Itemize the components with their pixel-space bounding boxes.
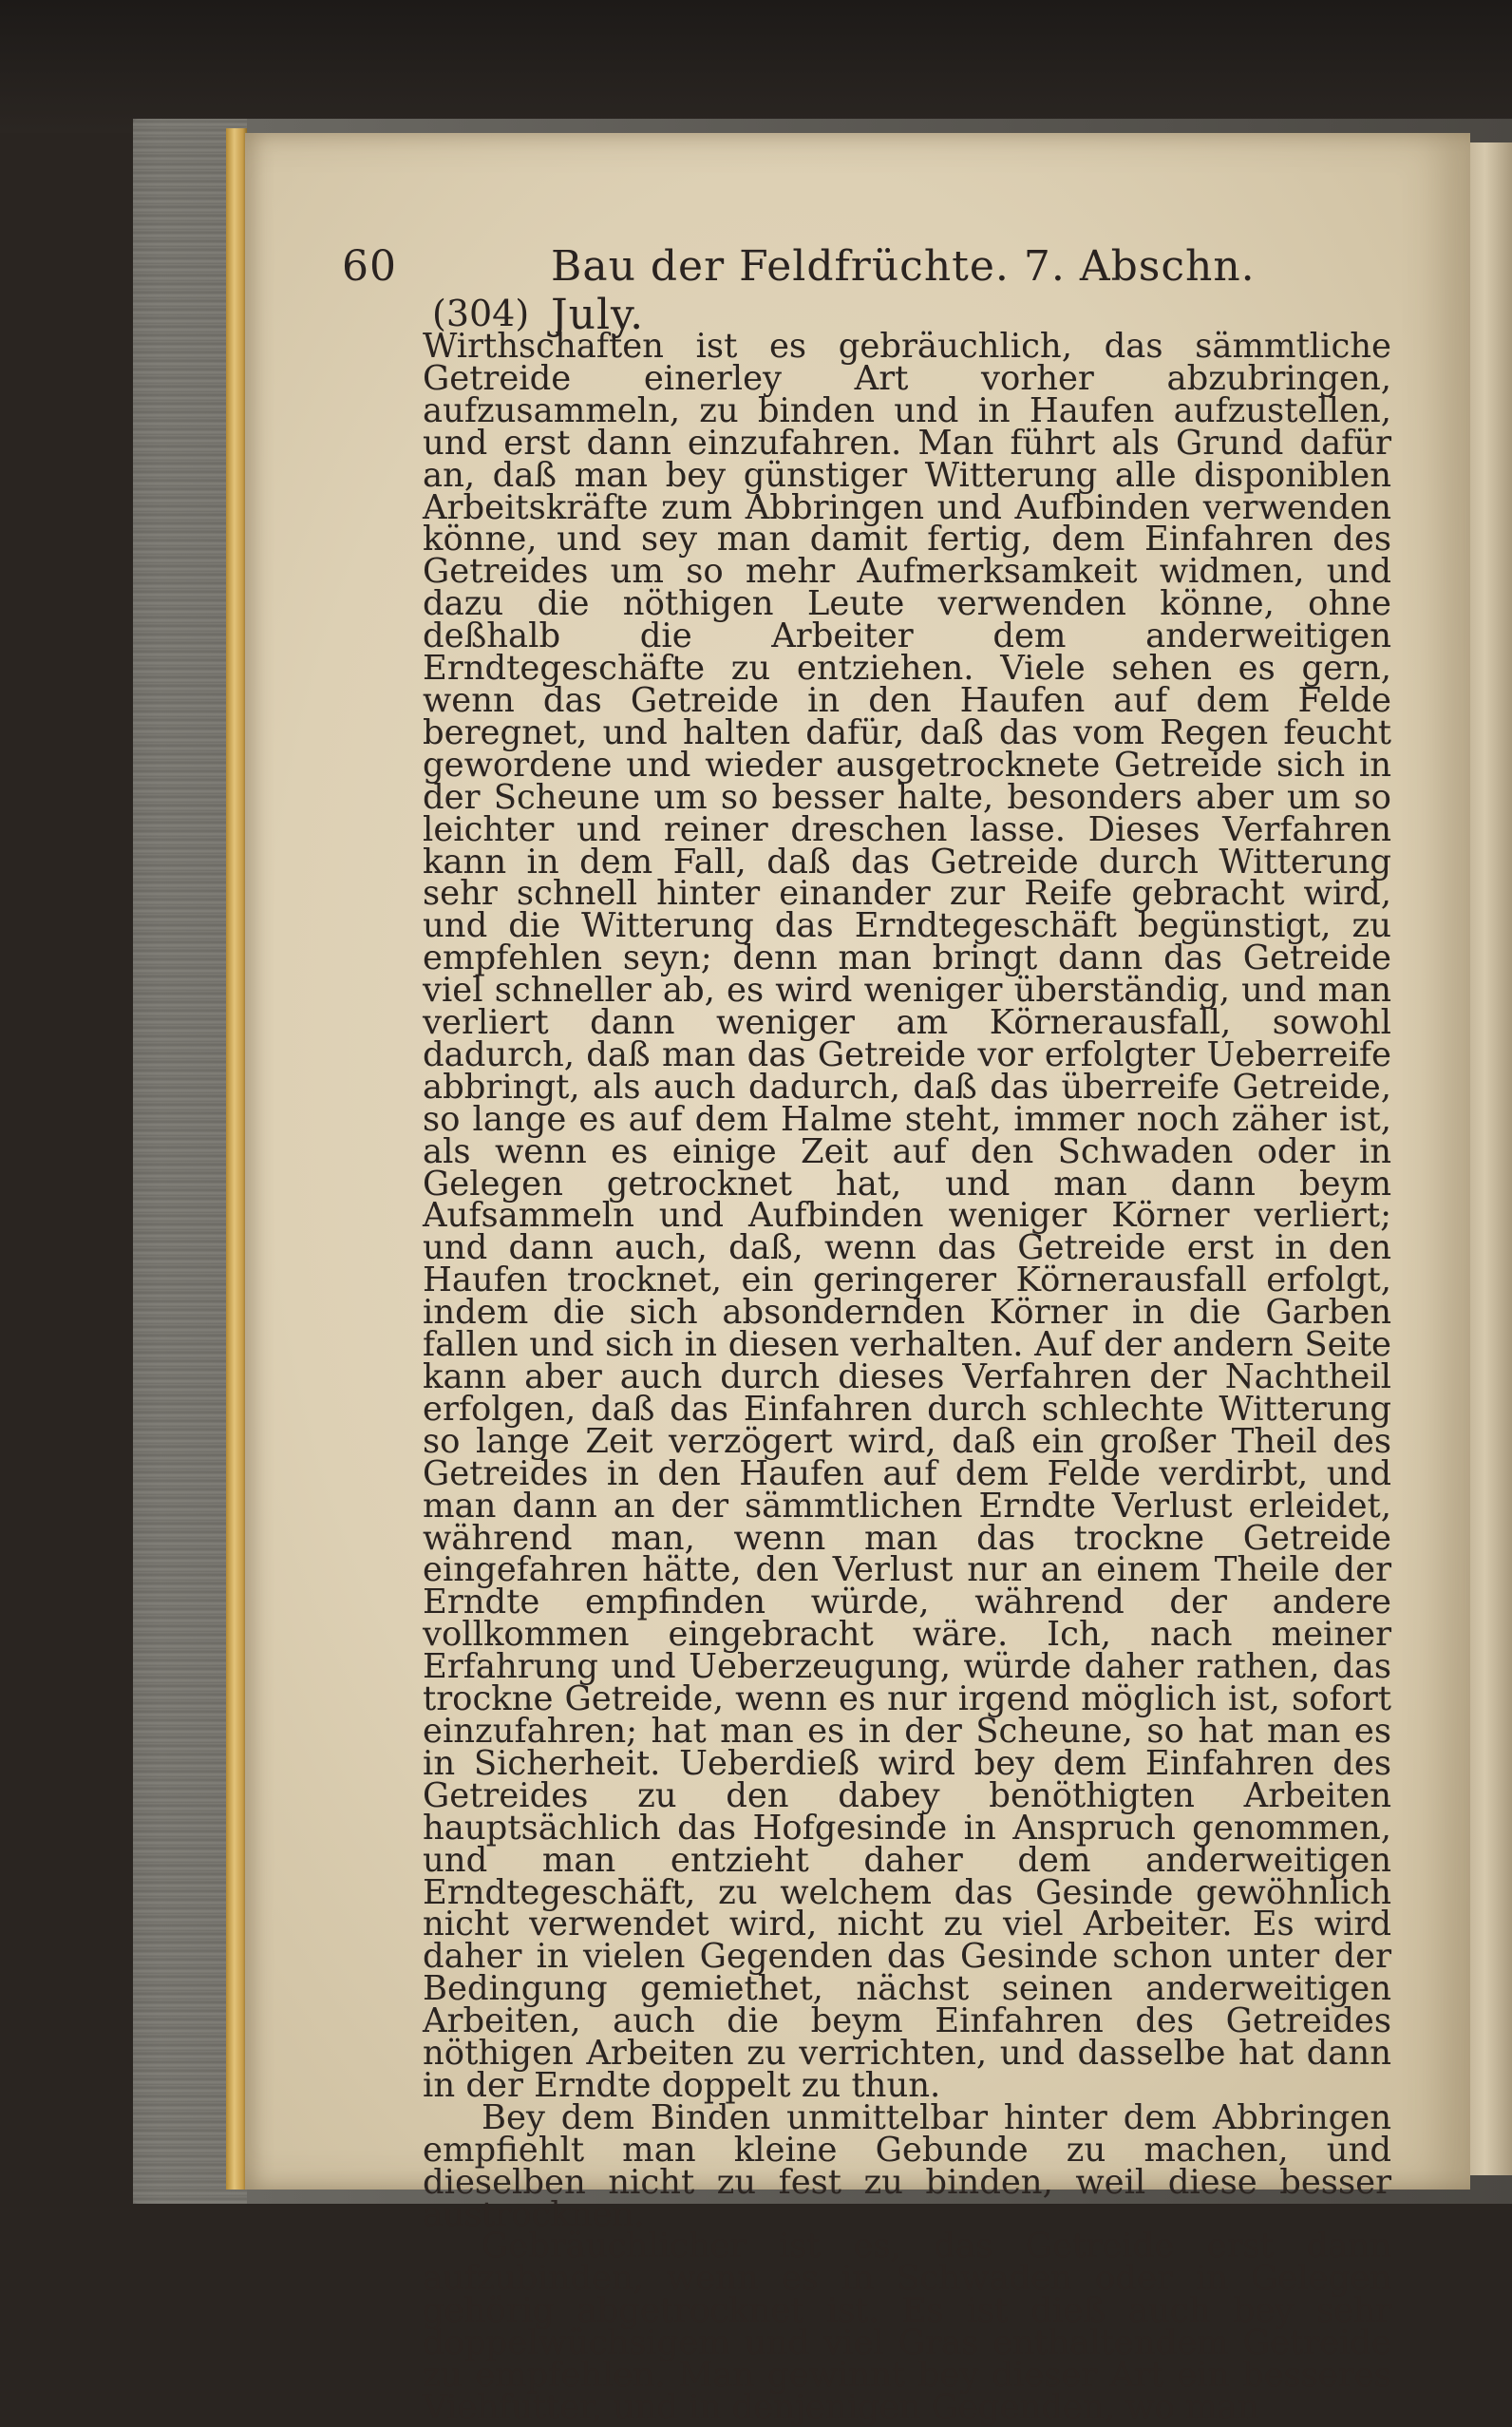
paragraph: Gebräuchlicher ist es, das Getreide erst dann aufzubinden, wenn es in Schwaden oder in Gelegen gehörig abgetrocknet ist. Es ist dieß auch bey sehr doppelwüchsigem und viel Gras enthaltendem Getreide zu empfehlen. Man gewinnt bey dieser Art ein besseres Viehfutter, und in denjenigen Gegenden, wo man <box>423 2227 1391 2427</box>
section-number: (304) <box>432 293 530 334</box>
paragraph: Wirthschaften ist es gebräuchlich, das sämmtliche Getreide einerley Art vorher abzubringen, aufzusammeln, zu binden und in Haufen aufzustellen, und erst dann einzufahren. Man führt als Grund dafür an, daß man bey günstiger Witterung alle disponiblen Arbeitskräfte zum Abbringen und Aufbinden verwenden könne, und sey man damit fertig, dem Einfahren des Getreides um so mehr Aufmerksamkeit widmen, und dazu die nöthigen Leute verwenden könne, ohne deßhalb die Arbeiter dem anderweitigen Erndtegeschäfte zu entziehen. Viele sehen es gern, wenn das Getreide in den Haufen auf dem Felde beregnet, und halten dafür, daß das vom Regen feucht gewordene und wieder ausgetrocknete Getreide sich in der Scheune um so besser halte, besonders aber um so leichter und reiner dreschen lasse. Dieses Verfahren kann in dem Fall, daß das Getreide durch Witterung sehr schnell hinter einander zur Reife gebracht wird, und die Witterung das Erndtegeschäft begünstigt, zu empfehlen seyn; denn man bringt dann das Getreide viel schneller ab, es wird weniger überständig, und man verliert dann weniger am Körnerausfall, sowohl dadurch, daß man das Getreide vor erfolgter Ueberreife abbringt, als auch dadurch, daß das überreife Getreide, so lange es auf dem Halme steht, immer noch zäher ist, als wenn es einige Zeit auf den Schwaden oder in Gelegen getrocknet hat, und man dann beym Aufsammeln und Aufbinden weniger Körner verliert; und dann auch, daß, wenn das Getreide erst in den Haufen trocknet, ein geringerer Körnerausfall erfolgt, indem die sich absondernden Körner in die Garben fallen und sich in diesen verhalten. Auf der andern Seite kann aber auch durch dieses Verfahren der Nachtheil erfolgen, daß das Einfahren durch schlechte Witterung so lange Zeit verzögert wird, daß ein großer Theil des Getreides in den Haufen auf dem Felde verdirbt, und man dann an der sämmtlichen Erndte Verlust erleidet, während man, wenn man das trockne Getreide eingefahren hätte, den Verlust nur an einem Theile der Erndte empfinden würde, während der andere vollkommen eingebracht wäre. Ich, nach meiner Erfahrung und Ueberzeugung, würde daher rathen, das trockne Getreide, wenn es nur irgend möglich ist, sofort einzufahren; hat man es in der Scheune, so hat man es in Sicherheit. Ueberdieß wird bey dem Einfahren des Getreides zu den dabey benöthigten Arbeiten hauptsächlich das Hofgesinde in Anspruch genommen, und man entzieht daher dem anderweitigen Erndtegeschäft, zu welchem das Gesinde gewöhnlich nicht verwendet wird, nicht zu viel Arbeiter. Es wird daher in vielen Gegenden das Gesinde schon unter der Bedingung gemiethet, nächst seinen anderweitigen Arbeiten, auch die beym Einfahren des Getreides nöthigen Arbeiten zu verrichten, und dasselbe hat dann in der Erndte doppelt zu thun. <box>423 327 1391 2105</box>
paragraph: Bey dem Binden unmittelbar hinter dem Abbringen empfiehlt man kleine Gebunde zu machen, und dieselben nicht zu fest zu binden, weil diese besser austrocknen. <box>423 2097 1391 2234</box>
page-number: 60 <box>342 242 397 291</box>
running-title: Bau der Feldfrüchte. 7. Abschn. July. <box>551 242 1256 339</box>
gilt-page-edge <box>226 128 247 2190</box>
body-text <box>423 327 1391 2427</box>
background-shadow <box>0 0 1512 133</box>
